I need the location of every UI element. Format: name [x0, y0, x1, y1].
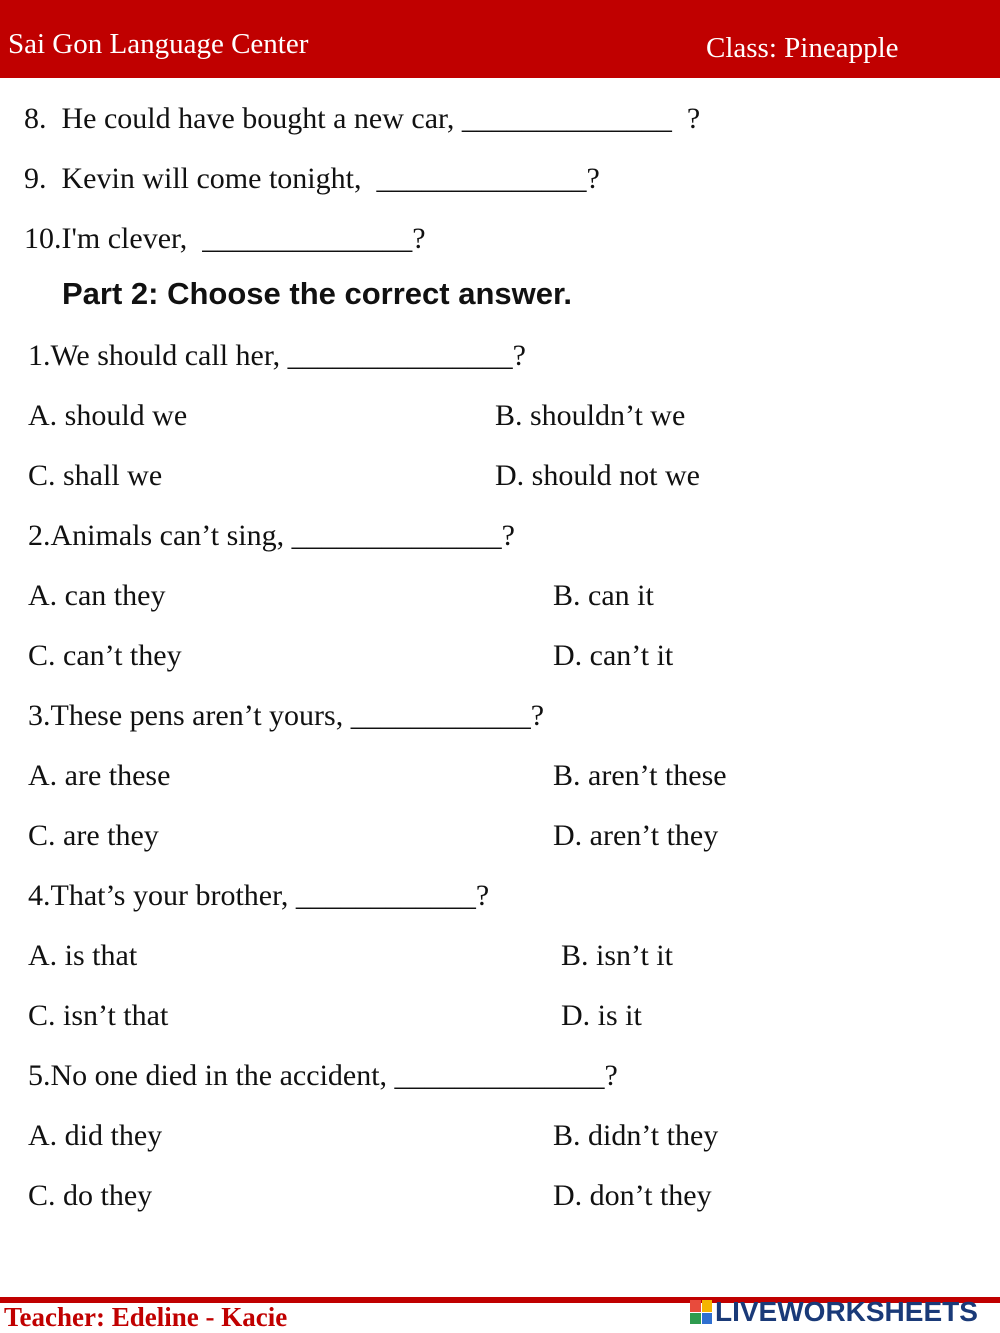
question-5-option-d: D. don’t they: [553, 1179, 712, 1212]
part2-title: Part 2: Choose the correct answer.: [62, 276, 572, 311]
question-2-option-c: C. can’t they: [28, 639, 182, 672]
question-3-option-d: D. aren’t they: [553, 819, 719, 852]
question-2-option-a: A. can they: [28, 579, 166, 612]
part1-item-10: 10.I'm clever, ______________?: [24, 222, 426, 255]
part1-item-9: 9. Kevin will come tonight, ______________?: [24, 162, 600, 195]
question-3-option-a: A. are these: [28, 759, 171, 792]
question-3-option-c: C. are they: [28, 819, 159, 852]
question-5-option-c: C. do they: [28, 1179, 153, 1212]
question-5-stem: 5.No one died in the accident, ______________?: [28, 1059, 618, 1092]
teacher-name: Teacher: Edeline - Kacie: [4, 1302, 288, 1332]
question-4-option-a: A. is that: [28, 939, 138, 972]
question-2-option-b: B. can it: [553, 579, 654, 612]
class-label: Class: Pineapple: [706, 32, 899, 64]
question-4-option-d: D. is it: [561, 999, 642, 1032]
brand-text: LIVEWORKSHEETS: [715, 1296, 978, 1327]
question-3-stem: 3.These pens aren’t yours, ____________?: [28, 699, 545, 732]
question-3-option-b: B. aren’t these: [553, 759, 727, 792]
question-1-option-b: B. shouldn’t we: [495, 399, 686, 432]
center-name: Sai Gon Language Center: [8, 28, 309, 60]
question-1-option-d: D. should not we: [495, 459, 700, 492]
part1-item-8: 8. He could have bought a new car, ______________ ?: [24, 102, 701, 135]
question-4-option-b: B. isn’t it: [561, 939, 673, 972]
liveworksheets-brand: [690, 1296, 978, 1328]
question-4-stem: 4.That’s your brother, ____________?: [28, 879, 490, 912]
question-2-option-d: D. can’t it: [553, 639, 674, 672]
liveworksheets-logo-icon: [690, 1300, 712, 1324]
question-5-option-b: B. didn’t they: [553, 1119, 719, 1152]
question-1-option-a: A. should we: [28, 399, 188, 432]
question-1-option-c: C. shall we: [28, 459, 163, 492]
header-bar: [0, 0, 1000, 78]
question-1-stem: 1.We should call her, _______________?: [28, 339, 526, 372]
question-4-option-c: C. isn’t that: [28, 999, 169, 1032]
question-5-option-a: A. did they: [28, 1119, 163, 1152]
question-2-stem: 2.Animals can’t sing, ______________?: [28, 519, 515, 552]
